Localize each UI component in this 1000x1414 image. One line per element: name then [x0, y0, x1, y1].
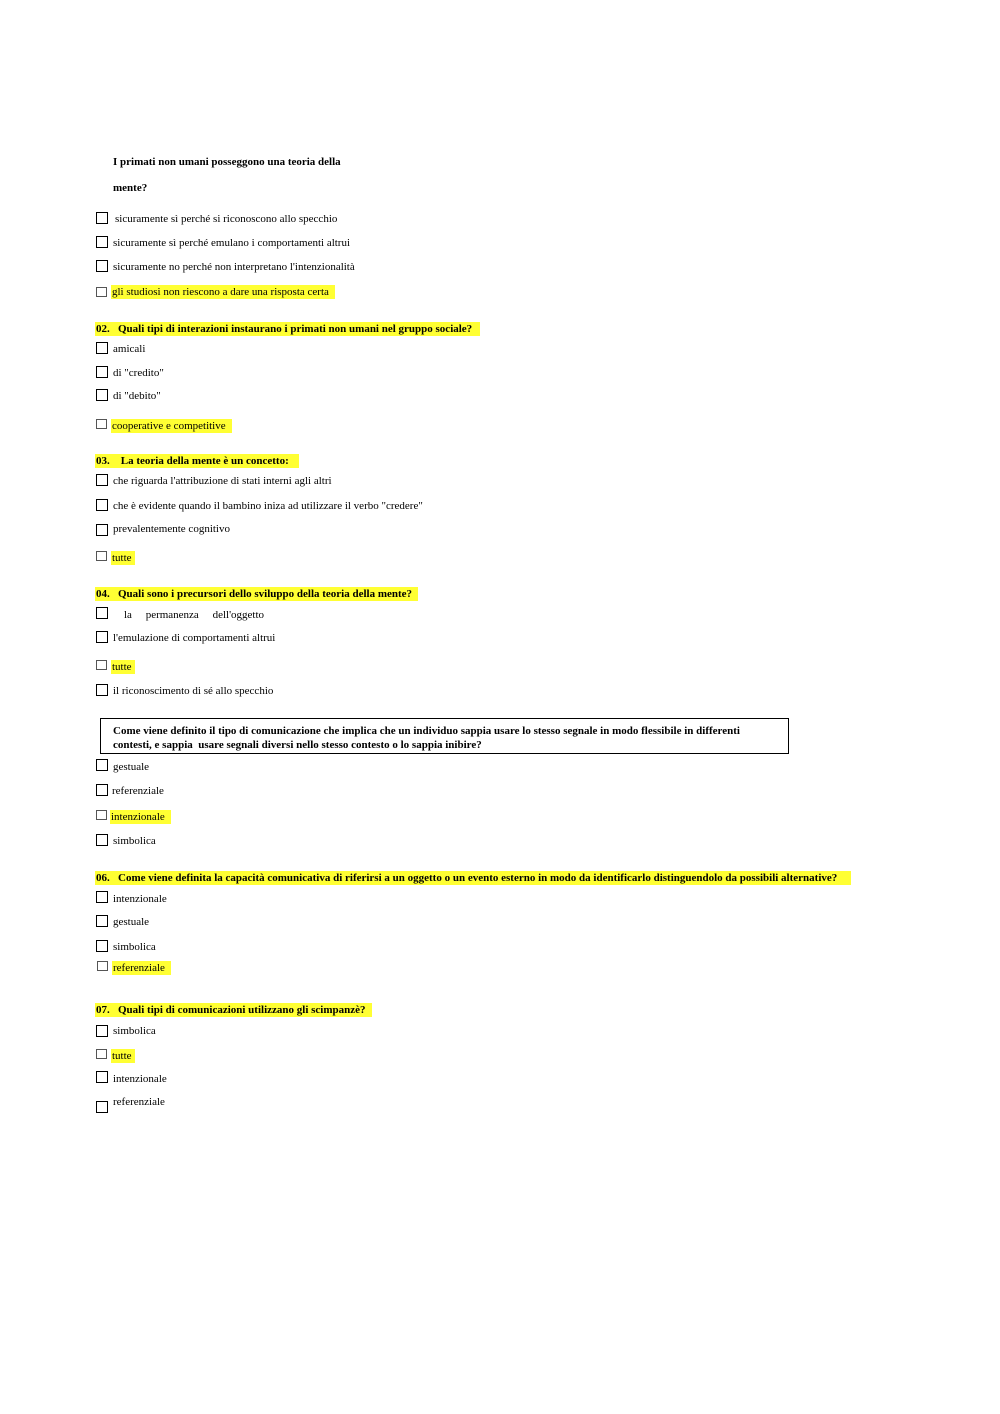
- q6-number: 06.: [96, 872, 110, 884]
- q1-question-line1: I primati non umani posseggono una teoria della: [113, 156, 341, 168]
- q3-question: [95, 454, 299, 468]
- q2-question: [95, 322, 480, 336]
- q3-option1-checkbox[interactable]: [96, 474, 108, 486]
- q2-option1-label: amicali: [113, 343, 146, 355]
- q4-option3-label: tutte: [111, 660, 135, 674]
- q1-option3-label: sicuramente no perché non interpretano l'intenzionalità: [113, 261, 355, 273]
- q6-option2-checkbox[interactable]: [96, 915, 108, 927]
- q7-option4-label: referenziale: [113, 1096, 165, 1108]
- q6-option3-label: simbolica: [113, 941, 156, 953]
- q6-question-text: Come viene definita la capacità comunicativa di riferirsi a un oggetto o un evento esterno in modo da identificarlo distinguendolo da possibili alternative?: [118, 872, 838, 884]
- q7-number: 07.: [96, 1004, 110, 1016]
- q1-option2-checkbox[interactable]: [96, 236, 108, 248]
- q5-option4-checkbox[interactable]: [96, 834, 108, 846]
- q5-option3-checkbox[interactable]: [96, 810, 107, 820]
- q5-question-line1: Come viene definito il tipo di comunicazione che implica che un individuo sappia usare lo stesso segnale in modo flessibile in differenti: [113, 725, 740, 737]
- q6-option1-checkbox[interactable]: [96, 891, 108, 903]
- q3-option3-label: prevalentemente cognitivo: [113, 523, 230, 535]
- q4-option4-label: il riconoscimento di sé allo specchio: [113, 685, 274, 697]
- q2-option4-checkbox[interactable]: [96, 419, 107, 429]
- q5-option1-checkbox[interactable]: [96, 759, 108, 771]
- q2-option2-checkbox[interactable]: [96, 366, 108, 378]
- q4-question: [95, 587, 418, 601]
- q4-number: 04.: [96, 588, 110, 600]
- q4-option3-checkbox[interactable]: [96, 660, 107, 670]
- q5-option3-label: intenzionale: [110, 810, 171, 824]
- q6-option4-label: referenziale: [112, 961, 171, 975]
- q1-option2-label: sicuramente sì perché emulano i comportamenti altrui: [113, 237, 351, 249]
- q4-question-text: Quali sono i precursori dello sviluppo della teoria della mente?: [118, 588, 413, 600]
- q5-question-box: [100, 718, 789, 754]
- q3-option4-label: tutte: [111, 551, 135, 565]
- q1-option3-checkbox[interactable]: [96, 260, 108, 272]
- q1-question-line2: mente?: [113, 182, 148, 194]
- q1-option1-label: sicuramente sì perché si riconoscono allo specchio: [115, 213, 338, 225]
- q5-option2-checkbox[interactable]: [96, 784, 108, 796]
- q2-option3-label: di "debito": [113, 390, 161, 402]
- q7-option3-label: intenzionale: [113, 1073, 167, 1085]
- q3-option1-label: che riguarda l'attribuzione di stati interni agli altri: [113, 475, 332, 487]
- q2-question-text: Quali tipi di interazioni instaurano i primati non umani nel gruppo sociale?: [118, 323, 473, 335]
- q2-number: 02.: [96, 323, 110, 335]
- q7-option2-label: tutte: [111, 1049, 135, 1063]
- q6-option4-checkbox[interactable]: [97, 961, 108, 971]
- q4-option1-label: la permanenza dell'oggetto: [124, 609, 265, 621]
- q2-option3-checkbox[interactable]: [96, 389, 108, 401]
- q7-option1-label: simbolica: [113, 1025, 156, 1037]
- q7-option1-checkbox[interactable]: [96, 1025, 108, 1037]
- q5-question-line2: contesti, e sappia usare segnali diversi nello stesso contesto o lo sappia inibire?: [113, 739, 482, 751]
- q3-option4-checkbox[interactable]: [96, 551, 107, 561]
- q6-option3-checkbox[interactable]: [96, 940, 108, 952]
- q5-option2-label: referenziale: [112, 785, 164, 797]
- q6-option1-label: intenzionale: [113, 893, 167, 905]
- q6-option2-label: gestuale: [113, 916, 150, 928]
- q5-option4-label: simbolica: [113, 835, 156, 847]
- q1-option1-checkbox[interactable]: [96, 212, 108, 224]
- q3-option2-label: che è evidente quando il bambino iniza ad utilizzare il verbo "credere": [113, 500, 423, 512]
- q1-option4-label: gli studiosi non riescono a dare una risposta certa: [111, 285, 335, 299]
- q7-option4-checkbox[interactable]: [96, 1101, 108, 1113]
- q4-option1-checkbox[interactable]: [96, 607, 108, 619]
- q3-question-text: La teoria della mente è un concetto:: [120, 455, 289, 467]
- q7-question: [95, 1003, 372, 1017]
- q1-option4-checkbox[interactable]: [96, 287, 107, 297]
- q2-option1-checkbox[interactable]: [96, 342, 108, 354]
- q3-number: 03.: [96, 455, 110, 467]
- q2-option4-label: cooperative e competitive: [111, 419, 232, 433]
- q3-option2-checkbox[interactable]: [96, 499, 108, 511]
- q7-question-text: Quali tipi di comunicazioni utilizzano gli scimpanzè?: [118, 1004, 366, 1016]
- q5-option1-label: gestuale: [113, 761, 150, 773]
- q4-option2-checkbox[interactable]: [96, 631, 108, 643]
- q4-option4-checkbox[interactable]: [96, 684, 108, 696]
- q2-option2-label: di "credito": [113, 367, 164, 379]
- q3-option3-checkbox[interactable]: [96, 524, 108, 536]
- q7-option3-checkbox[interactable]: [96, 1071, 108, 1083]
- q7-option2-checkbox[interactable]: [96, 1049, 107, 1059]
- q4-option2-label: l'emulazione di comportamenti altrui: [113, 632, 276, 644]
- q6-question: [95, 871, 851, 885]
